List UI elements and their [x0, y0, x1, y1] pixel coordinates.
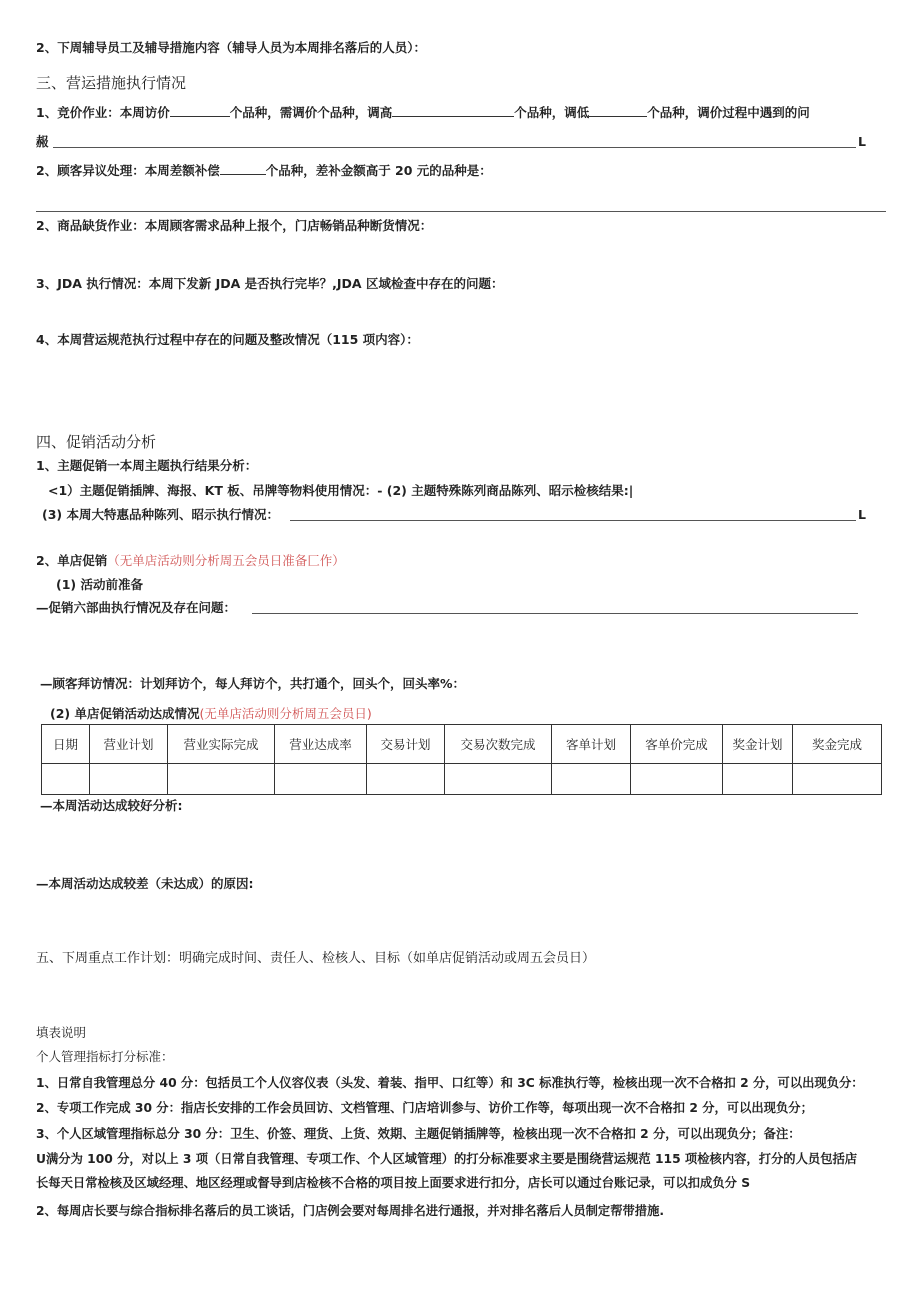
promo-result-line [50, 706, 372, 722]
divider-line [36, 211, 886, 212]
table-header-row [42, 725, 882, 764]
theme-promo-line: 1、主题促销一本周主题执行结果分析： [36, 458, 258, 473]
bidding-line [36, 104, 810, 121]
table-header-cell: 营业达成率 [275, 725, 367, 764]
single-store-note: （无单店活动则分析周五会员日准备匚作） [107, 553, 345, 568]
fill-line[interactable] [53, 147, 856, 148]
stockout-line: 2、商品缺货作业：本周顾客需求品种上报个，门店畅销品种断货情况： [36, 218, 433, 233]
s2-item-2: 2、下周辅导员工及辅导措施内容（辅导人员为本周排名落后的人员）： [36, 40, 426, 55]
six-steps-line: —促销六部曲执行情况及存在问题： [36, 600, 237, 615]
table-cell[interactable] [445, 764, 552, 795]
note-6: 2、每周店长要与综合指标排名落后的员工谈话，门店例会要对每周排名进行通报，并对排名落后人员制定帮带措施. [36, 1204, 665, 1218]
bad-analysis-line: —本周活动达成较差（未达成）的原因: [36, 876, 254, 891]
table-cell[interactable] [90, 764, 168, 795]
prep-heading: (1) 活动前准备 [56, 577, 143, 592]
line-end-mark: L [858, 507, 866, 522]
customer-visit-line: —顾客拜访情况：计划拜访个，每人拜访个，共打通个，回头个，回头率%： [40, 676, 466, 691]
table-header-cell: 日期 [42, 725, 90, 764]
special-display-line: (3) 本周大特惠品种陈列、昭示执行情况： [42, 507, 279, 522]
table-row [42, 764, 882, 795]
table-header-cell: 交易计划 [367, 725, 445, 764]
line-end-mark: L [858, 134, 866, 149]
promo-result-note: (无单店活动则分析周五会员日) [199, 706, 372, 721]
complaint-text-b: 个品种，差补金额高于 20 元的品种是： [265, 163, 492, 178]
complaint-line [36, 162, 492, 179]
note-1: 1、日常自我管理总分 40 分：包括员工个人仪容仪表（头发、着装、指甲、口红等）和 3C 标准执行等，检核出现一次不合格扣 2 分，可以出现负分： [36, 1076, 864, 1090]
bidding-continuation: 赧 [36, 134, 49, 149]
bidding-text-b: 个品种，需调价个品种，调高 [229, 105, 393, 120]
note-3: 3、个人区域管理指标总分 30 分：卫生、价签、理货、上货、效期、主题促销插牌等，检核出现一次不合格扣 2 分，可以出现负分；备注： [36, 1127, 801, 1141]
bidding-text-d: 个品种，调价过程中遇到的问 [647, 105, 810, 120]
blank-field[interactable] [589, 104, 647, 117]
section-3-title: 三、营运措施执行情况 [36, 74, 187, 92]
section-4-title: 四、促销活动分析 [36, 433, 157, 451]
table-cell[interactable] [367, 764, 445, 795]
table-cell[interactable] [42, 764, 90, 795]
fill-line[interactable] [290, 520, 856, 521]
complaint-text-a: 2、顾客异议处理：本周差额补偿 [36, 163, 220, 178]
bidding-text-c: 个品种，调低 [514, 105, 590, 120]
section-5-title: 五、下周重点工作计划：明确完成时间、责任人、检核人、目标（如单店促销活动或周五会员日） [36, 951, 596, 966]
table-cell[interactable] [552, 764, 631, 795]
table-cell[interactable] [793, 764, 882, 795]
note-4: U满分为 100 分，对以上 3 项（日常自我管理、专项工作、个人区域管理）的打分标准要求主要是围绕营运规范 115 项检核内容，打分的人员包括店 [36, 1152, 858, 1166]
notes-title: 填表说明 [36, 1025, 87, 1040]
table-header-cell: 客单价完成 [631, 725, 723, 764]
blank-field[interactable] [392, 104, 514, 117]
table-header-cell: 交易次数完成 [445, 725, 552, 764]
notes-subtitle: 个人管理指标打分标准： [36, 1049, 174, 1064]
note-5: 长每天日常检核及区域经理、地区经理或督导到店检核不合格的项目按上面要求进行扣分，店长可以通过台账记录，可以扣成负分 S [36, 1176, 751, 1190]
single-store-promo-line [36, 553, 345, 569]
ops-issue-line: 4、本周营运规范执行过程中存在的问题及整改情况（115 项内容）： [36, 332, 419, 347]
fill-line[interactable] [252, 613, 858, 614]
materials-line: <1）主题促销插牌、海报、KT 板、吊牌等物料使用情况：- (2) 主题特殊陈列商品陈列、昭示检核结果:| [48, 483, 634, 498]
note-2: 2、专项工作完成 30 分：指店长安排的工作会员回访、文档管理、门店培训参与、访价工作等，每项出现一次不合格扣 2 分，可以出现负分； [36, 1101, 813, 1115]
table-cell[interactable] [631, 764, 723, 795]
promo-result-table [41, 724, 882, 795]
promo-result-label: (2) 单店促销活动达成情况 [50, 706, 200, 721]
table-cell[interactable] [275, 764, 367, 795]
jda-line: 3、JDA 执行情况：本周下发新 JDA 是否执行完毕？,JDA 区域检查中存在的问题： [36, 276, 504, 291]
bidding-text-a: 1、竞价作业：本周访价 [36, 105, 170, 120]
table-header-cell: 客单计划 [552, 725, 631, 764]
good-analysis-line: —本周活动达成较好分析: [40, 798, 183, 813]
table-header-cell: 营业实际完成 [168, 725, 275, 764]
table-header-cell: 奖金计划 [723, 725, 793, 764]
blank-field[interactable] [170, 104, 230, 117]
table-cell[interactable] [723, 764, 793, 795]
table-cell[interactable] [168, 764, 275, 795]
blank-field[interactable] [220, 162, 266, 175]
table-header-cell: 奖金完成 [793, 725, 882, 764]
table-header-cell: 营业计划 [90, 725, 168, 764]
single-store-label: 2、单店促销 [36, 553, 108, 568]
